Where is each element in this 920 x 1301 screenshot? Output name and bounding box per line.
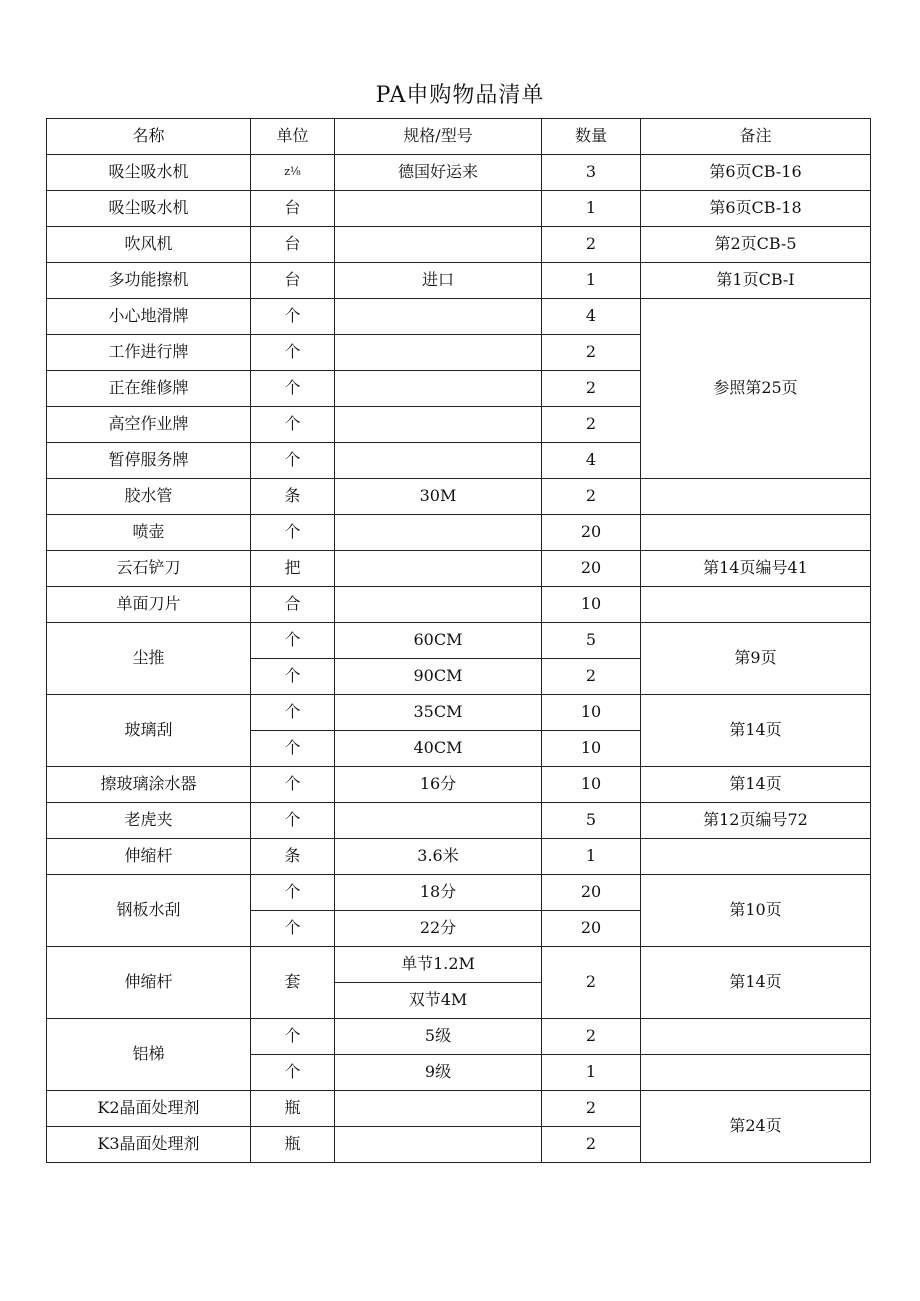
- cell-name: 钢板水刮: [47, 875, 251, 947]
- cell-spec: 90CM: [335, 659, 542, 695]
- cell-remark: 参照第25页: [641, 299, 871, 479]
- cell-name: 玻璃刮: [47, 695, 251, 767]
- cell-unit: 个: [251, 335, 335, 371]
- cell-name: 尘推: [47, 623, 251, 695]
- cell-qty: 10: [542, 767, 641, 803]
- cell-name: 高空作业牌: [47, 407, 251, 443]
- cell-remark: 第14页: [641, 767, 871, 803]
- cell-spec: 9级: [335, 1055, 542, 1091]
- table-row: [47, 299, 871, 335]
- cell-unit: 个: [251, 443, 335, 479]
- purchase-list-table: [46, 118, 871, 1163]
- cell-remark: 第14页: [641, 695, 871, 767]
- cell-unit: 个: [251, 695, 335, 731]
- cell-remark: 第10页: [641, 875, 871, 947]
- cell-name: 单面刀片: [47, 587, 251, 623]
- cell-qty: 5: [542, 623, 641, 659]
- cell-name: K2晶面处理剂: [47, 1091, 251, 1127]
- cell-qty: 20: [542, 551, 641, 587]
- cell-spec: 35CM: [335, 695, 542, 731]
- cell-spec: [335, 371, 542, 407]
- cell-name: 云石铲刀: [47, 551, 251, 587]
- cell-qty: 2: [542, 479, 641, 515]
- cell-unit: 个: [251, 659, 335, 695]
- table-row: [47, 947, 871, 983]
- cell-remark: 第6页CB-16: [641, 155, 871, 191]
- cell-spec: 德国好运来: [335, 155, 542, 191]
- cell-qty: 4: [542, 299, 641, 335]
- cell-spec: [335, 407, 542, 443]
- cell-unit: 把: [251, 551, 335, 587]
- cell-spec: [335, 1127, 542, 1163]
- cell-spec: 3.6米: [335, 839, 542, 875]
- cell-name: 铝梯: [47, 1019, 251, 1091]
- cell-qty: 1: [542, 1055, 641, 1091]
- table-header-row: [47, 119, 871, 155]
- cell-spec: [335, 443, 542, 479]
- cell-remark: 第14页编号41: [641, 551, 871, 587]
- cell-qty: 2: [542, 371, 641, 407]
- cell-spec: 双节4M: [335, 983, 542, 1019]
- cell-qty: 2: [542, 1127, 641, 1163]
- cell-unit: 个: [251, 371, 335, 407]
- cell-name: 伸缩杆: [47, 839, 251, 875]
- cell-name: 老虎夹: [47, 803, 251, 839]
- table-row: [47, 479, 871, 515]
- cell-remark: [641, 1055, 871, 1091]
- table-row: [47, 803, 871, 839]
- cell-remark: [641, 479, 871, 515]
- cell-qty: 1: [542, 839, 641, 875]
- cell-unit: 个: [251, 1055, 335, 1091]
- table-row: [47, 1019, 871, 1055]
- header-remark: 备注: [641, 119, 871, 155]
- table-row: [47, 587, 871, 623]
- cell-qty: 2: [542, 335, 641, 371]
- cell-unit: 个: [251, 767, 335, 803]
- cell-spec: 单节1.2M: [335, 947, 542, 983]
- cell-name: K3晶面处理剂: [47, 1127, 251, 1163]
- cell-spec: [335, 335, 542, 371]
- cell-remark: [641, 587, 871, 623]
- table-row: [47, 551, 871, 587]
- cell-spec: 22分: [335, 911, 542, 947]
- header-qty: 数量: [542, 119, 641, 155]
- cell-qty: 1: [542, 191, 641, 227]
- cell-unit: 条: [251, 839, 335, 875]
- cell-remark: 第12页编号72: [641, 803, 871, 839]
- cell-qty: 2: [542, 1019, 641, 1055]
- cell-qty: 10: [542, 587, 641, 623]
- cell-name: 吸尘吸水机: [47, 191, 251, 227]
- cell-spec: [335, 299, 542, 335]
- cell-spec: 进口: [335, 263, 542, 299]
- cell-unit: 个: [251, 1019, 335, 1055]
- cell-remark: [641, 1019, 871, 1055]
- cell-unit: 套: [251, 947, 335, 1019]
- cell-qty: 2: [542, 947, 641, 1019]
- page-title: PA申购物品清单: [375, 83, 545, 108]
- cell-unit: 个: [251, 299, 335, 335]
- cell-name: 喷壶: [47, 515, 251, 551]
- cell-spec: 30M: [335, 479, 542, 515]
- cell-unit: 个: [251, 803, 335, 839]
- table-row: [47, 227, 871, 263]
- table-row: [47, 839, 871, 875]
- header-name: 名称: [47, 119, 251, 155]
- table-row: [47, 263, 871, 299]
- cell-spec: 40CM: [335, 731, 542, 767]
- cell-remark: 第14页: [641, 947, 871, 1019]
- cell-unit: 合: [251, 587, 335, 623]
- cell-qty: 3: [542, 155, 641, 191]
- header-unit: 单位: [251, 119, 335, 155]
- table-row: [47, 1091, 871, 1127]
- cell-qty: 10: [542, 731, 641, 767]
- cell-remark: [641, 515, 871, 551]
- cell-spec: [335, 551, 542, 587]
- cell-name: 小心地滑牌: [47, 299, 251, 335]
- cell-spec: [335, 1091, 542, 1127]
- cell-qty: 2: [542, 407, 641, 443]
- cell-spec: [335, 515, 542, 551]
- cell-spec: 5级: [335, 1019, 542, 1055]
- cell-unit: 瓶: [251, 1127, 335, 1163]
- cell-name: 擦玻璃涂水器: [47, 767, 251, 803]
- cell-name: 吸尘吸水机: [47, 155, 251, 191]
- cell-qty: 4: [542, 443, 641, 479]
- cell-qty: 5: [542, 803, 641, 839]
- cell-qty: 2: [542, 659, 641, 695]
- table-row: [47, 623, 871, 659]
- cell-unit: 个: [251, 623, 335, 659]
- cell-spec: [335, 587, 542, 623]
- cell-remark: 第6页CB-18: [641, 191, 871, 227]
- cell-qty: 2: [542, 1091, 641, 1127]
- cell-qty: 2: [542, 227, 641, 263]
- cell-spec: [335, 227, 542, 263]
- cell-unit: z⅛: [251, 155, 335, 191]
- cell-remark: [641, 839, 871, 875]
- cell-unit: 个: [251, 875, 335, 911]
- cell-unit: 台: [251, 263, 335, 299]
- cell-remark: 第2页CB-5: [641, 227, 871, 263]
- cell-name: 吹风机: [47, 227, 251, 263]
- cell-spec: 60CM: [335, 623, 542, 659]
- cell-qty: 1: [542, 263, 641, 299]
- cell-unit: 瓶: [251, 1091, 335, 1127]
- cell-qty: 10: [542, 695, 641, 731]
- cell-spec: 18分: [335, 875, 542, 911]
- cell-name: 胶水管: [47, 479, 251, 515]
- cell-unit: 条: [251, 479, 335, 515]
- table-row: [47, 191, 871, 227]
- cell-remark: 第1页CB-I: [641, 263, 871, 299]
- cell-remark: 第9页: [641, 623, 871, 695]
- cell-name: 多功能擦机: [47, 263, 251, 299]
- cell-qty: 20: [542, 875, 641, 911]
- cell-spec: 16分: [335, 767, 542, 803]
- cell-name: 暂停服务牌: [47, 443, 251, 479]
- cell-spec: [335, 803, 542, 839]
- cell-unit: 台: [251, 191, 335, 227]
- table-row: [47, 767, 871, 803]
- cell-name: 工作进行牌: [47, 335, 251, 371]
- cell-name: 正在维修牌: [47, 371, 251, 407]
- table-row: [47, 695, 871, 731]
- cell-name: 伸缩杆: [47, 947, 251, 1019]
- header-spec: 规格/型号: [335, 119, 542, 155]
- table-row: [47, 515, 871, 551]
- cell-unit: 个: [251, 407, 335, 443]
- table-row: [47, 155, 871, 191]
- cell-spec: [335, 191, 542, 227]
- cell-qty: 20: [542, 515, 641, 551]
- cell-unit: 个: [251, 515, 335, 551]
- table-row: [47, 875, 871, 911]
- cell-remark: 第24页: [641, 1091, 871, 1163]
- cell-unit: 个: [251, 731, 335, 767]
- cell-unit: 个: [251, 911, 335, 947]
- cell-unit: 台: [251, 227, 335, 263]
- cell-qty: 20: [542, 911, 641, 947]
